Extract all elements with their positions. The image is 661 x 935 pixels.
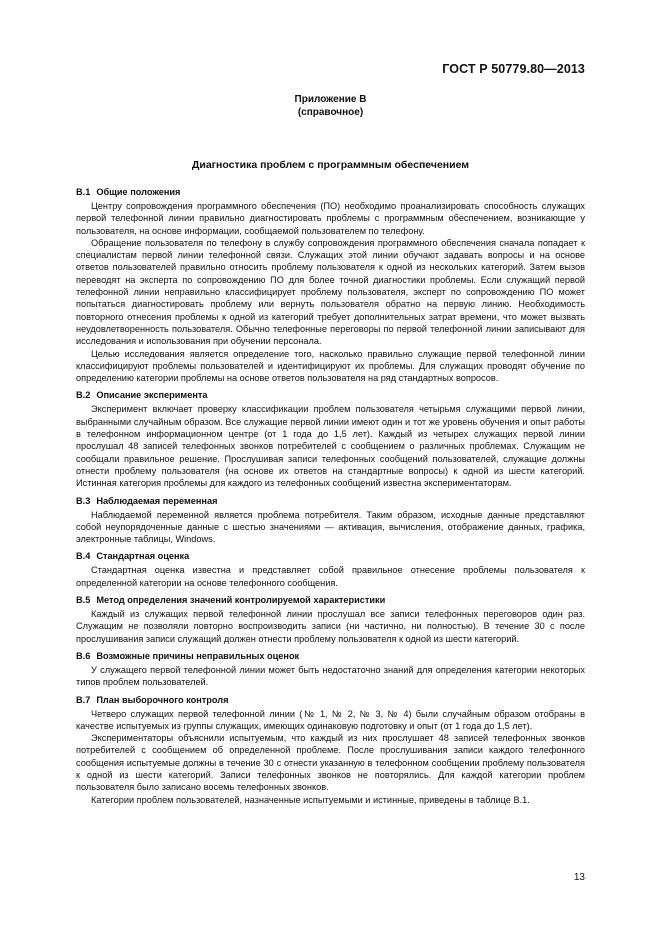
section-title: План выборочного контроля <box>96 694 229 705</box>
section-number: В.1 <box>76 187 91 197</box>
annex-heading <box>76 94 585 119</box>
paragraph: Экспериментаторы объяснили испытуемым, что каждый из них прослушает 48 записей телефонных звонков потребителей с сообщением об определенной проблеме. После прослушивания записи каждого телефонного сообщения испытуемые должны в течение 30 с отнести указанную в телефонном сообщении проблему пользователя к одной из шести категорий. Записи телефонных звонков не повторялись. Для каждой категории проблем пользователя было записано восемь телефонных звонков. <box>76 733 585 793</box>
section-heading <box>76 187 585 197</box>
section-heading <box>76 695 585 705</box>
section-title: Описание эксперимента <box>96 390 208 401</box>
paragraph: У служащего первой телефонной линии может быть недостаточно знаний для определения категории некоторых типов проблем пользователей. <box>76 664 585 688</box>
paragraph: Целью исследования является определение того, насколько правильно служащие первой телефонной линии классифицируют проблемы пользователей и идентифицируют их проблемы. Для служащих проводят обучение по определению категории проблемы на основе ответов пользователя на ряд стандартных вопросов. <box>76 348 585 384</box>
section-number: В.4 <box>76 551 91 562</box>
page-content <box>76 94 585 806</box>
section-title: Общие положения <box>96 187 181 197</box>
paragraph: Эксперимент включает проверку классификации проблем пользователя четырьмя служащими первой линии, выбранными случайным образом. Все служащие первой линии имеют один и тот же уровень обучения и опыт работы в телефонном информационном центре (от 1 года до 1,5 лет). Каждый из четырех служащих первой линии прослушал 48 записей телефонных звонков потребителей с сообщением о различных проблемах. Служащим не сообщали правильное решение. Прослушивая записи телефонных сообщений пользователей, служащие должны отнести проблему пользователя (на основе их ответов на стандартные вопросы) к одной из шести категорий. Истинная категория проблемы для каждого из телефонных сообщений известна экспериментаторам. <box>76 404 585 489</box>
document-code: ГОСТ Р 50779.80—2013 <box>442 62 585 76</box>
section-b4 <box>76 551 585 589</box>
paragraph: Центру сопровождения программного обеспечения (ПО) необходимо проанализировать способность служащих первой телефонной линии правильно диагностировать проблемы с программным обеспечением, возникающие у пользователя, на основе информации, сообщаемой пользователем по телефону. <box>76 201 585 236</box>
section-b5 <box>76 595 585 645</box>
section-number: В.6 <box>76 650 91 661</box>
section-number: В.7 <box>76 694 91 705</box>
section-title: Наблюдаемая переменная <box>96 495 218 506</box>
paragraph: Категории проблем пользователей, назначенные испытуемыми и истинные, приведены в таблице В.1. <box>91 794 530 805</box>
section-b2 <box>76 390 585 489</box>
paragraph: Наблюдаемой переменной является проблема потребителя. Таким образом, исходные данные представляют собой неупорядоченные данные с шестью значениями — активация, вычисления, отображение данных, графика, электронные таблицы, Windows. <box>76 509 585 545</box>
section-heading <box>76 651 585 661</box>
section-heading <box>76 390 585 400</box>
section-b7 <box>76 695 585 806</box>
section-number: В.3 <box>76 495 91 506</box>
section-heading <box>76 551 585 561</box>
paragraph: Стандартная оценка известна и представляет собой правильное отнесение проблемы пользователя к определенной категории на основе телефонного сообщения. <box>76 565 585 588</box>
section-title: Возможные причины неправильных оценок <box>96 650 300 661</box>
section-heading <box>76 496 585 506</box>
section-b3 <box>76 496 585 546</box>
section-b6 <box>76 651 585 689</box>
main-title: Диагностика проблем с программным обеспечением <box>191 159 470 171</box>
paragraph: Каждый из служащих первой телефонной линии прослушал все записи телефонных переговоров один раз. Служащим не позволяли повторно воспроизводить записи (ни частично, ни полностью). В течение 30 с после прослушивания записи служащий должен отнести проблему пользователя к одной из шести категорий. <box>76 609 585 644</box>
section-title: Метод определения значений контролируемой характеристики <box>96 595 386 606</box>
section-number: В.2 <box>76 390 91 401</box>
section-heading <box>76 595 585 605</box>
page-number: 13 <box>573 872 585 883</box>
paragraph: Обращение пользователя по телефону в службу сопровождения программного обеспечения сначала попадает к специалистам первой линии телефонной связи. Служащих этой линии обучают задавать вопросы и на основе ответов пользователей правильно относить проблему пользователя к одной из нескольких категорий. Затем вызов переводят на эксперта по сопровождению ПО для более точной диагностики проблемы. Если служащий первой телефонной линии неправильно классифицирует проблему пользователя, эксперт по сопровождению ПО может попытаться диагностировать проблему или вернуть пользователя обратно на первую линию. Необходимость повторного отнесения проблемы к одной из категорий требует дополнительных затрат времени, что может вызвать неудовлетворенность пользователя. Обычно телефонные переговоры по первой телефонной линии записывают для исследования и использования при обучении персонала. <box>76 237 585 347</box>
annex-title: Приложение В <box>294 94 367 105</box>
section-b1 <box>76 187 585 384</box>
paragraph: Четверо служащих первой телефонной линии (№ 1, № 2, № 3, № 4) были случайным образом отобраны в качестве испытуемых из группы служащих, имеющих одинаковую подготовку и опыт (от 1 года до 1,5 лет). <box>76 708 585 731</box>
section-title: Стандартная оценка <box>96 551 190 562</box>
annex-subtitle: (справочное) <box>297 106 364 118</box>
section-number: В.5 <box>76 595 91 606</box>
